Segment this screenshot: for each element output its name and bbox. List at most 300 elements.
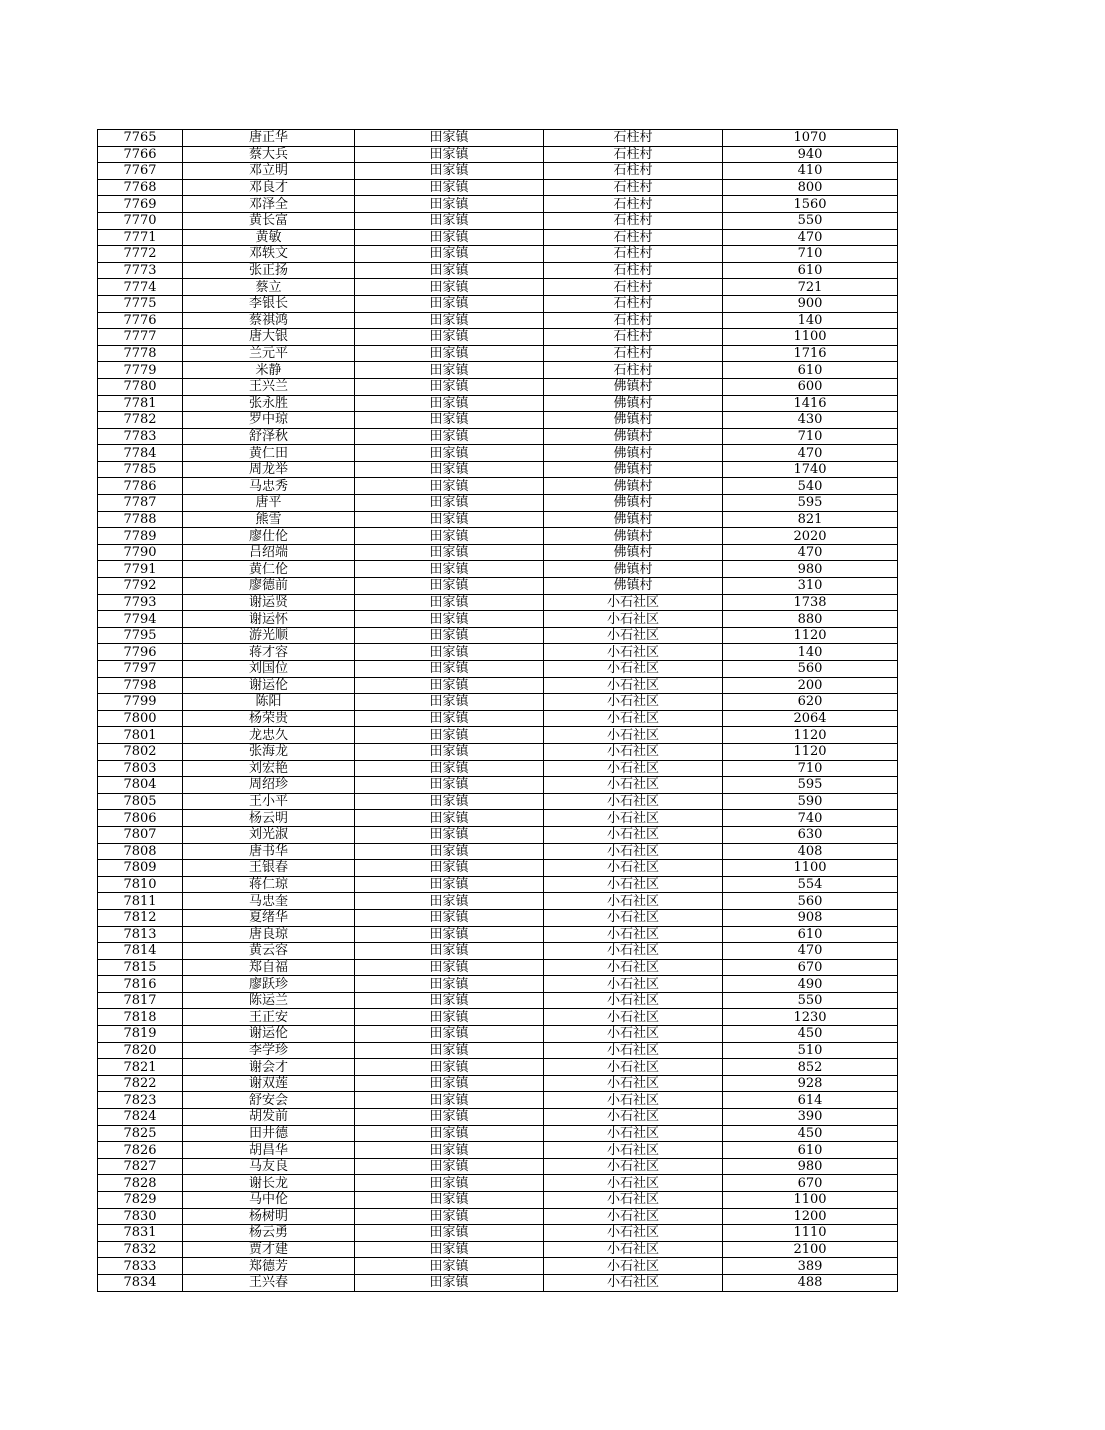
amount-cell: 430: [723, 412, 898, 429]
row-number-cell: 7795: [98, 627, 183, 644]
name-cell: 陈运兰: [183, 992, 355, 1009]
row-number-cell: 7782: [98, 412, 183, 429]
village-cell: 佛镇村: [544, 428, 723, 445]
name-cell: 胡发前: [183, 1109, 355, 1126]
village-cell: 小石社区: [544, 1241, 723, 1258]
name-cell: 蒋仁琼: [183, 876, 355, 893]
amount-cell: 389: [723, 1258, 898, 1275]
amount-cell: 550: [723, 212, 898, 229]
town-cell: 田家镇: [355, 362, 544, 379]
row-number-cell: 7801: [98, 727, 183, 744]
row-number-cell: 7789: [98, 528, 183, 545]
table-row: [98, 727, 898, 744]
village-cell: 小石社区: [544, 743, 723, 760]
table-row: [98, 876, 898, 893]
amount-cell: 610: [723, 262, 898, 279]
table-row: [98, 395, 898, 412]
name-cell: 杨树明: [183, 1208, 355, 1225]
row-number-cell: 7797: [98, 661, 183, 678]
name-cell: 陈阳: [183, 694, 355, 711]
town-cell: 田家镇: [355, 312, 544, 329]
row-number-cell: 7815: [98, 959, 183, 976]
village-cell: 小石社区: [544, 627, 723, 644]
village-cell: 小石社区: [544, 959, 723, 976]
amount-cell: 1740: [723, 461, 898, 478]
row-number-cell: 7773: [98, 262, 183, 279]
amount-cell: 200: [723, 677, 898, 694]
village-cell: 石柱村: [544, 329, 723, 346]
row-number-cell: 7830: [98, 1208, 183, 1225]
village-cell: 石柱村: [544, 130, 723, 147]
row-number-cell: 7799: [98, 694, 183, 711]
village-cell: 石柱村: [544, 229, 723, 246]
table-row: [98, 909, 898, 926]
town-cell: 田家镇: [355, 130, 544, 147]
name-cell: 王银春: [183, 860, 355, 877]
table-row: [98, 1142, 898, 1159]
amount-cell: 1120: [723, 743, 898, 760]
row-number-cell: 7802: [98, 743, 183, 760]
table-body: [98, 130, 898, 1292]
row-number-cell: 7777: [98, 329, 183, 346]
village-cell: 佛镇村: [544, 578, 723, 595]
amount-cell: 1110: [723, 1225, 898, 1242]
row-number-cell: 7825: [98, 1125, 183, 1142]
table-row: [98, 1042, 898, 1059]
row-number-cell: 7800: [98, 710, 183, 727]
table-row: [98, 561, 898, 578]
town-cell: 田家镇: [355, 1109, 544, 1126]
amount-cell: 670: [723, 1175, 898, 1192]
table-row: [98, 1175, 898, 1192]
table-row: [98, 1026, 898, 1043]
town-cell: 田家镇: [355, 876, 544, 893]
town-cell: 田家镇: [355, 428, 544, 445]
town-cell: 田家镇: [355, 710, 544, 727]
village-cell: 佛镇村: [544, 511, 723, 528]
row-number-cell: 7794: [98, 611, 183, 628]
name-cell: 唐平: [183, 495, 355, 512]
table-row: [98, 262, 898, 279]
town-cell: 田家镇: [355, 378, 544, 395]
amount-cell: 630: [723, 826, 898, 843]
row-number-cell: 7824: [98, 1109, 183, 1126]
table-row: [98, 644, 898, 661]
name-cell: 邓立明: [183, 163, 355, 180]
village-cell: 小石社区: [544, 876, 723, 893]
table-row: [98, 826, 898, 843]
village-cell: 石柱村: [544, 295, 723, 312]
name-cell: 兰元平: [183, 345, 355, 362]
row-number-cell: 7811: [98, 893, 183, 910]
amount-cell: 1120: [723, 627, 898, 644]
table-row: [98, 146, 898, 163]
town-cell: 田家镇: [355, 1274, 544, 1291]
town-cell: 田家镇: [355, 1175, 544, 1192]
town-cell: 田家镇: [355, 743, 544, 760]
table-row: [98, 843, 898, 860]
amount-cell: 410: [723, 163, 898, 180]
village-cell: 佛镇村: [544, 461, 723, 478]
village-cell: 小石社区: [544, 926, 723, 943]
village-cell: 小石社区: [544, 1208, 723, 1225]
table-row: [98, 246, 898, 263]
amount-cell: 610: [723, 1142, 898, 1159]
town-cell: 田家镇: [355, 578, 544, 595]
town-cell: 田家镇: [355, 1125, 544, 1142]
village-cell: 小石社区: [544, 909, 723, 926]
name-cell: 黄云容: [183, 943, 355, 960]
village-cell: 小石社区: [544, 661, 723, 678]
row-number-cell: 7809: [98, 860, 183, 877]
row-number-cell: 7808: [98, 843, 183, 860]
name-cell: 蔡大兵: [183, 146, 355, 163]
table-row: [98, 1092, 898, 1109]
amount-cell: 470: [723, 544, 898, 561]
name-cell: 蔡祺鸿: [183, 312, 355, 329]
name-cell: 唐良琼: [183, 926, 355, 943]
amount-cell: 450: [723, 1026, 898, 1043]
village-cell: 石柱村: [544, 312, 723, 329]
town-cell: 田家镇: [355, 860, 544, 877]
town-cell: 田家镇: [355, 1208, 544, 1225]
name-cell: 吕绍端: [183, 544, 355, 561]
table-row: [98, 1158, 898, 1175]
row-number-cell: 7792: [98, 578, 183, 595]
table-row: [98, 130, 898, 147]
name-cell: 谢会才: [183, 1059, 355, 1076]
town-cell: 田家镇: [355, 329, 544, 346]
amount-cell: 488: [723, 1274, 898, 1291]
village-cell: 小石社区: [544, 976, 723, 993]
name-cell: 熊雪: [183, 511, 355, 528]
table-row: [98, 793, 898, 810]
name-cell: 游光顺: [183, 627, 355, 644]
table-row: [98, 229, 898, 246]
village-cell: 小石社区: [544, 810, 723, 827]
name-cell: 廖德前: [183, 578, 355, 595]
table-row: [98, 976, 898, 993]
data-table: [97, 129, 898, 1292]
row-number-cell: 7820: [98, 1042, 183, 1059]
amount-cell: 554: [723, 876, 898, 893]
table-row: [98, 1059, 898, 1076]
town-cell: 田家镇: [355, 1059, 544, 1076]
town-cell: 田家镇: [355, 909, 544, 926]
name-cell: 张海龙: [183, 743, 355, 760]
town-cell: 田家镇: [355, 212, 544, 229]
amount-cell: 510: [723, 1042, 898, 1059]
row-number-cell: 7810: [98, 876, 183, 893]
table-row: [98, 1274, 898, 1291]
village-cell: 石柱村: [544, 262, 723, 279]
town-cell: 田家镇: [355, 163, 544, 180]
row-number-cell: 7778: [98, 345, 183, 362]
name-cell: 黄长富: [183, 212, 355, 229]
table-row: [98, 1109, 898, 1126]
name-cell: 谢双莲: [183, 1075, 355, 1092]
row-number-cell: 7780: [98, 378, 183, 395]
town-cell: 田家镇: [355, 544, 544, 561]
town-cell: 田家镇: [355, 345, 544, 362]
village-cell: 小石社区: [544, 677, 723, 694]
table-row: [98, 1258, 898, 1275]
town-cell: 田家镇: [355, 976, 544, 993]
amount-cell: 900: [723, 295, 898, 312]
amount-cell: 408: [723, 843, 898, 860]
amount-cell: 821: [723, 511, 898, 528]
row-number-cell: 7781: [98, 395, 183, 412]
name-cell: 张永胜: [183, 395, 355, 412]
village-cell: 小石社区: [544, 1009, 723, 1026]
row-number-cell: 7813: [98, 926, 183, 943]
row-number-cell: 7828: [98, 1175, 183, 1192]
name-cell: 马忠秀: [183, 478, 355, 495]
village-cell: 小石社区: [544, 710, 723, 727]
name-cell: 周龙举: [183, 461, 355, 478]
town-cell: 田家镇: [355, 279, 544, 296]
amount-cell: 940: [723, 146, 898, 163]
table-row: [98, 212, 898, 229]
table-row: [98, 312, 898, 329]
town-cell: 田家镇: [355, 196, 544, 213]
amount-cell: 610: [723, 926, 898, 943]
amount-cell: 490: [723, 976, 898, 993]
name-cell: 郑自福: [183, 959, 355, 976]
town-cell: 田家镇: [355, 478, 544, 495]
row-number-cell: 7829: [98, 1192, 183, 1209]
row-number-cell: 7826: [98, 1142, 183, 1159]
town-cell: 田家镇: [355, 1042, 544, 1059]
amount-cell: 1416: [723, 395, 898, 412]
village-cell: 石柱村: [544, 146, 723, 163]
row-number-cell: 7790: [98, 544, 183, 561]
amount-cell: 470: [723, 445, 898, 462]
name-cell: 王兴兰: [183, 378, 355, 395]
name-cell: 邓泽全: [183, 196, 355, 213]
name-cell: 贾才建: [183, 1241, 355, 1258]
amount-cell: 928: [723, 1075, 898, 1092]
amount-cell: 595: [723, 495, 898, 512]
name-cell: 马中伦: [183, 1192, 355, 1209]
row-number-cell: 7787: [98, 495, 183, 512]
name-cell: 谢运怀: [183, 611, 355, 628]
name-cell: 田井德: [183, 1125, 355, 1142]
name-cell: 周绍珍: [183, 777, 355, 794]
town-cell: 田家镇: [355, 412, 544, 429]
town-cell: 田家镇: [355, 760, 544, 777]
town-cell: 田家镇: [355, 727, 544, 744]
row-number-cell: 7770: [98, 212, 183, 229]
row-number-cell: 7784: [98, 445, 183, 462]
table-row: [98, 1192, 898, 1209]
row-number-cell: 7816: [98, 976, 183, 993]
row-number-cell: 7779: [98, 362, 183, 379]
row-number-cell: 7766: [98, 146, 183, 163]
amount-cell: 560: [723, 661, 898, 678]
amount-cell: 1100: [723, 860, 898, 877]
name-cell: 龙忠久: [183, 727, 355, 744]
table-row: [98, 1125, 898, 1142]
village-cell: 佛镇村: [544, 495, 723, 512]
row-number-cell: 7812: [98, 909, 183, 926]
name-cell: 谢运伦: [183, 677, 355, 694]
table-row: [98, 1225, 898, 1242]
town-cell: 田家镇: [355, 1225, 544, 1242]
amount-cell: 540: [723, 478, 898, 495]
town-cell: 田家镇: [355, 694, 544, 711]
table-row: [98, 478, 898, 495]
table-row: [98, 445, 898, 462]
table-row: [98, 428, 898, 445]
village-cell: 小石社区: [544, 694, 723, 711]
amount-cell: 2020: [723, 528, 898, 545]
village-cell: 小石社区: [544, 826, 723, 843]
amount-cell: 908: [723, 909, 898, 926]
table-row: [98, 893, 898, 910]
name-cell: 谢运伦: [183, 1026, 355, 1043]
name-cell: 谢长龙: [183, 1175, 355, 1192]
table-row: [98, 1241, 898, 1258]
row-number-cell: 7817: [98, 992, 183, 1009]
amount-cell: 1100: [723, 329, 898, 346]
amount-cell: 1100: [723, 1192, 898, 1209]
row-number-cell: 7804: [98, 777, 183, 794]
town-cell: 田家镇: [355, 611, 544, 628]
row-number-cell: 7796: [98, 644, 183, 661]
table-row: [98, 677, 898, 694]
name-cell: 杨荣贵: [183, 710, 355, 727]
table-row: [98, 760, 898, 777]
amount-cell: 710: [723, 760, 898, 777]
town-cell: 田家镇: [355, 395, 544, 412]
row-number-cell: 7834: [98, 1274, 183, 1291]
row-number-cell: 7786: [98, 478, 183, 495]
name-cell: 夏绪华: [183, 909, 355, 926]
name-cell: 唐正华: [183, 130, 355, 147]
town-cell: 田家镇: [355, 246, 544, 263]
village-cell: 小石社区: [544, 1042, 723, 1059]
town-cell: 田家镇: [355, 843, 544, 860]
row-number-cell: 7818: [98, 1009, 183, 1026]
amount-cell: 450: [723, 1125, 898, 1142]
village-cell: 佛镇村: [544, 395, 723, 412]
town-cell: 田家镇: [355, 146, 544, 163]
amount-cell: 1230: [723, 1009, 898, 1026]
village-cell: 石柱村: [544, 196, 723, 213]
village-cell: 小石社区: [544, 843, 723, 860]
table-row: [98, 495, 898, 512]
amount-cell: 1738: [723, 594, 898, 611]
village-cell: 小石社区: [544, 1075, 723, 1092]
table-row: [98, 461, 898, 478]
row-number-cell: 7793: [98, 594, 183, 611]
row-number-cell: 7823: [98, 1092, 183, 1109]
table-row: [98, 1208, 898, 1225]
village-cell: 石柱村: [544, 345, 723, 362]
amount-cell: 140: [723, 644, 898, 661]
amount-cell: 560: [723, 893, 898, 910]
table-row: [98, 860, 898, 877]
town-cell: 田家镇: [355, 528, 544, 545]
row-number-cell: 7775: [98, 295, 183, 312]
village-cell: 佛镇村: [544, 412, 723, 429]
row-number-cell: 7821: [98, 1059, 183, 1076]
village-cell: 小石社区: [544, 727, 723, 744]
row-number-cell: 7785: [98, 461, 183, 478]
row-number-cell: 7768: [98, 179, 183, 196]
row-number-cell: 7822: [98, 1075, 183, 1092]
town-cell: 田家镇: [355, 826, 544, 843]
amount-cell: 852: [723, 1059, 898, 1076]
row-number-cell: 7772: [98, 246, 183, 263]
town-cell: 田家镇: [355, 810, 544, 827]
amount-cell: 614: [723, 1092, 898, 1109]
name-cell: 蔡立: [183, 279, 355, 296]
table-row: [98, 196, 898, 213]
town-cell: 田家镇: [355, 262, 544, 279]
village-cell: 佛镇村: [544, 478, 723, 495]
table-row: [98, 345, 898, 362]
town-cell: 田家镇: [355, 1009, 544, 1026]
village-cell: 小石社区: [544, 777, 723, 794]
name-cell: 廖仕伦: [183, 528, 355, 545]
row-number-cell: 7831: [98, 1225, 183, 1242]
table-row: [98, 694, 898, 711]
table-row: [98, 661, 898, 678]
row-number-cell: 7767: [98, 163, 183, 180]
amount-cell: 620: [723, 694, 898, 711]
table-row: [98, 1075, 898, 1092]
table-row: [98, 412, 898, 429]
amount-cell: 610: [723, 362, 898, 379]
village-cell: 石柱村: [544, 212, 723, 229]
name-cell: 邓良才: [183, 179, 355, 196]
table-row: [98, 578, 898, 595]
village-cell: 石柱村: [544, 163, 723, 180]
amount-cell: 310: [723, 578, 898, 595]
table-row: [98, 329, 898, 346]
table-row: [98, 511, 898, 528]
amount-cell: 740: [723, 810, 898, 827]
village-cell: 佛镇村: [544, 561, 723, 578]
name-cell: 舒安会: [183, 1092, 355, 1109]
table-row: [98, 992, 898, 1009]
table-row: [98, 378, 898, 395]
village-cell: 小石社区: [544, 992, 723, 1009]
town-cell: 田家镇: [355, 1241, 544, 1258]
town-cell: 田家镇: [355, 943, 544, 960]
name-cell: 刘光淑: [183, 826, 355, 843]
name-cell: 王正安: [183, 1009, 355, 1026]
row-number-cell: 7788: [98, 511, 183, 528]
table-row: [98, 1009, 898, 1026]
amount-cell: 550: [723, 992, 898, 1009]
amount-cell: 595: [723, 777, 898, 794]
name-cell: 黄仁田: [183, 445, 355, 462]
amount-cell: 721: [723, 279, 898, 296]
village-cell: 小石社区: [544, 1092, 723, 1109]
amount-cell: 470: [723, 229, 898, 246]
row-number-cell: 7827: [98, 1158, 183, 1175]
table-row: [98, 362, 898, 379]
village-cell: 小石社区: [544, 1142, 723, 1159]
village-cell: 小石社区: [544, 860, 723, 877]
name-cell: 马友良: [183, 1158, 355, 1175]
village-cell: 小石社区: [544, 1158, 723, 1175]
village-cell: 小石社区: [544, 793, 723, 810]
village-cell: 小石社区: [544, 1274, 723, 1291]
